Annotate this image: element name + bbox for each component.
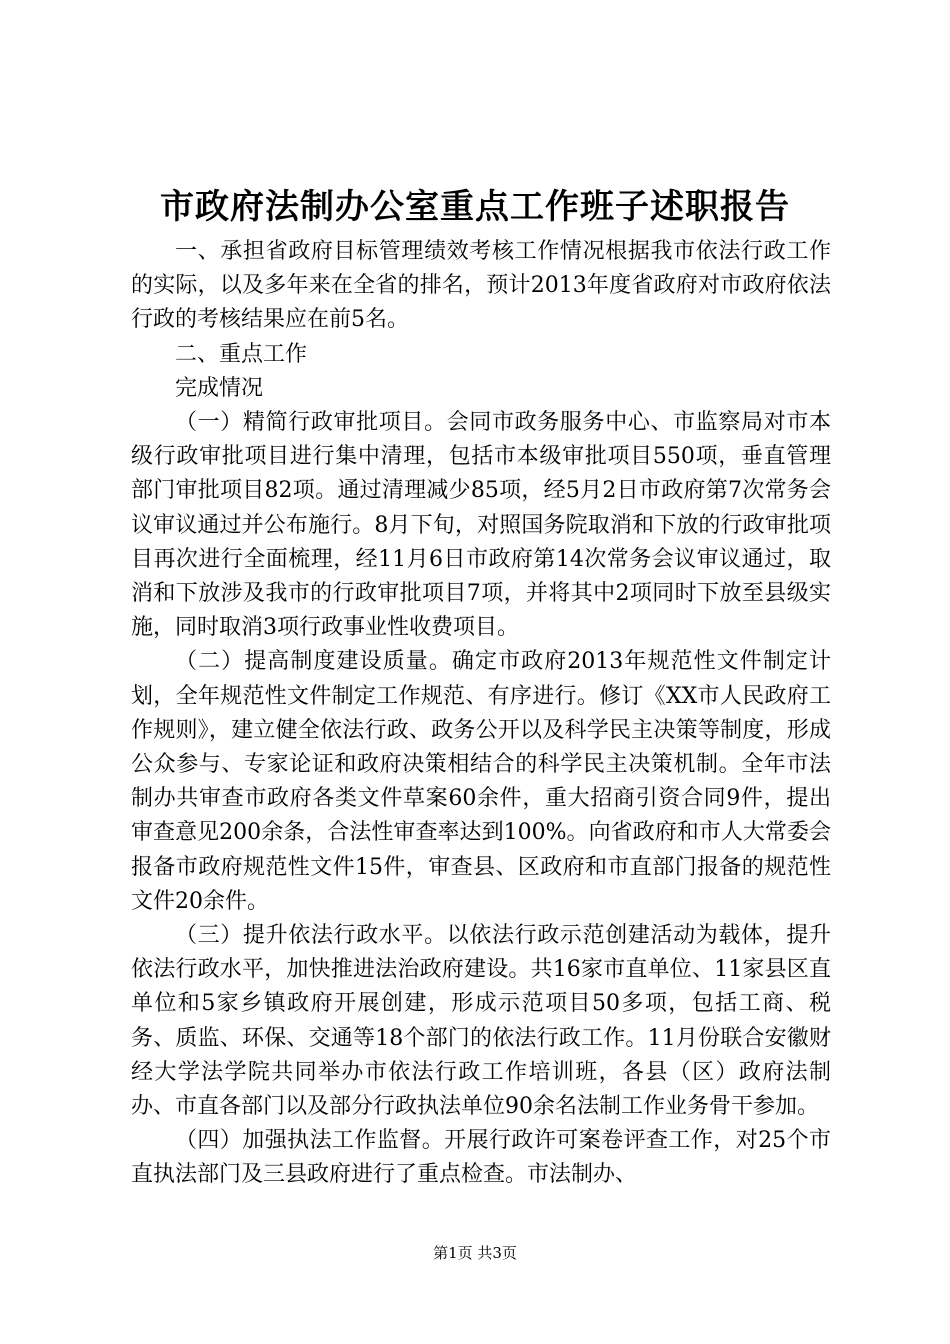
- paragraph-item-one: （一）精简行政审批项目。会同市政务服务中心、市监察局对市本级行政审批项目进行集中清理，包括市本级审批项目550项，垂直管理部门审批项目82项。通过清理减少85项，经5月2日市政府第7次常务会议审议通过并公布施行。8月下旬，对照国务院取消和下放的行政审批项目再次进行全面梳理，经11月6日市政府第14次常务会议审议通过，取消和下放涉及我市的行政审批项目7项，并将其中2项同时下放至县级实施，同时取消3项行政事业性收费项目。: [131, 410, 831, 641]
- document-title: 市政府法制办公室重点工作班子述职报告: [160, 187, 790, 227]
- paragraph-item-four: （四）加强执法工作监督。开展行政许可案卷评查工作，对25个市直执法部门及三县政府进行了重点检查。市法制办、: [131, 1128, 831, 1188]
- paragraph-section-two-heading: 二、重点工作: [175, 341, 308, 367]
- paragraph-section-one: 一、承担省政府目标管理绩效考核工作情况根据我市依法行政工作的实际，以及多年来在全省的排名，预计2013年度省政府对市政府依法行政的考核结果应在前5名。: [131, 239, 831, 333]
- document-body: [131, 235, 831, 1193]
- paragraph-completion-heading: 完成情况: [175, 375, 264, 401]
- paragraph-item-three: （三）提升依法行政水平。以依法行政示范创建活动为载体，提升依法行政水平，加快推进法治政府建设。共16家市直单位、11家县区直单位和5家乡镇政府开展创建，形成示范项目50多项，包括工商、税务、质监、环保、交通等18个部门的依法行政工作。11月份联合安徽财经大学法学院共同举办市依法行政工作培训班，各县（区）政府法制办、市直各部门以及部分行政执法单位90余名法制工作业务骨干参加。: [131, 923, 831, 1120]
- paragraph-item-two: （二）提高制度建设质量。确定市政府2013年规范性文件制定计划，全年规范性文件制定工作规范、有序进行。修订《XX市人民政府工作规则》，建立健全依法行政、政务公开以及科学民主决策等制度，形成公众参与、专家论证和政府决策相结合的科学民主决策机制。全年市法制办共审查市政府各类文件草案60余件，重大招商引资合同9件，提出审查意见200余条，合法性审查率达到100%。向省政府和市人大常委会报备市政府规范性文件15件，审查县、区政府和市直部门报备的规范性文件20余件。: [131, 649, 831, 914]
- page-number-footer: 第1页 共3页: [433, 1244, 517, 1262]
